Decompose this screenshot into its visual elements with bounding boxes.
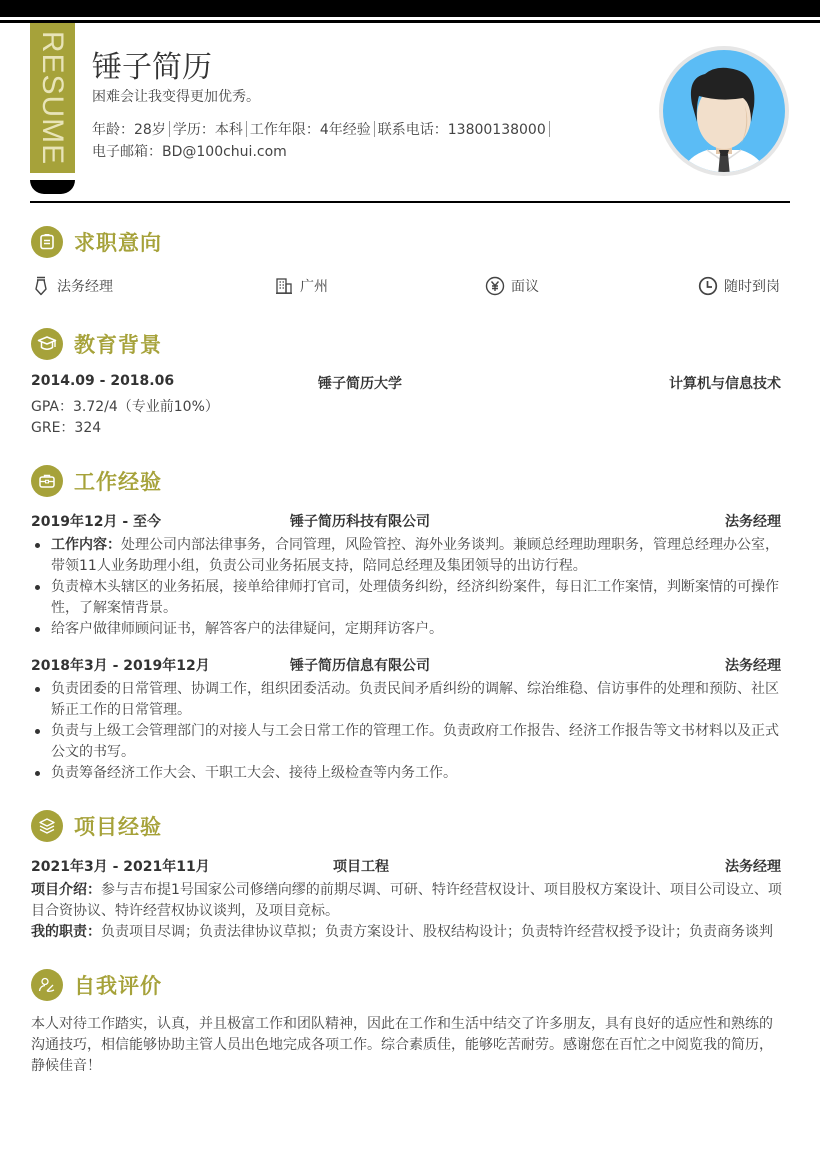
divider (374, 121, 375, 137)
section-title: 自我评价 (74, 974, 162, 998)
education-entry (31, 373, 781, 393)
info-age: 年龄：28岁 (92, 122, 166, 138)
list-item: 负责与上级工会管理部门的对接人与工会日常工作的管理工作。负责政府工作报告、经济工作报告等文书材料以及正式公文的书写。 (31, 721, 781, 763)
job-company: 锤子简历信息有限公司 (290, 658, 430, 674)
info-education: 学历：本科 (172, 122, 243, 138)
top-rule (0, 20, 820, 23)
job-period: 2019年12月 - 至今 (31, 514, 162, 530)
job-role: 法务经理 (725, 514, 781, 530)
section-title: 教育背景 (74, 333, 162, 357)
yen-icon (485, 276, 505, 296)
male-avatar-icon (659, 46, 789, 176)
section-project-header (31, 810, 162, 842)
info-email: 电子邮箱：BD@100chui.com (92, 144, 287, 160)
project-duties: 我的职责：负责项目尽调；负责法律协议草拟；负责方案设计、股权结构设计；负责特许经营权授予设计；负责商务谈判 (31, 924, 773, 940)
divider (169, 121, 170, 137)
intent-position: 法务经理 (31, 276, 113, 296)
job-role: 法务经理 (725, 658, 781, 674)
self-evaluation-text: 本人对待工作踏实，认真，并且极富工作和团队精神，因此在工作和生活中结交了许多朋友，具有良好的适应性和熟练的沟通技巧，相信能够协助主管人员出色地完成各项工作。综合素质佳，能够吃苦耐劳。感谢您在百忙之中阅览我的简历，静候佳音！ (31, 1016, 773, 1074)
info-years: 工作年限：4年经验 (249, 122, 371, 138)
edu-gre: GRE：324 (31, 420, 102, 436)
intent-availability: 随时到岗 (698, 276, 780, 296)
divider (549, 121, 550, 137)
list-item: 给客户做律师顾问证书，解答客户的法律疑问，定期拜访客户。 (31, 619, 781, 640)
layers-icon (38, 817, 56, 835)
user-edit-icon (38, 976, 56, 994)
section-title: 工作经验 (74, 470, 162, 494)
section-self-header (31, 969, 162, 1001)
section-title: 求职意向 (74, 231, 162, 255)
project-name: 项目工程 (333, 859, 389, 875)
edu-period: 2014.09 - 2018.06 (31, 373, 175, 389)
job-2-duties (31, 679, 781, 784)
project-period: 2021年3月 - 2021年11月 (31, 859, 210, 875)
edu-major: 计算机与信息技术 (669, 376, 781, 392)
list-item: 负责樟木头辖区的业务拓展，接单给律师打官司，处理债务纠纷，经济纠纷案件，每日汇工作案情，判断案情的可操作性，了解案情背景。 (31, 577, 781, 619)
project-entry (31, 856, 781, 876)
clipboard-icon (38, 233, 56, 251)
project-intro: 项目介绍：参与吉布提1号国家公司修缮向缪的前期尽调、可研、特许经营权设计、项目股权方案设计、项目公司设立、项目合资协议、特许经营权协议谈判，及项目竞标。 (31, 882, 782, 919)
divider (246, 121, 247, 137)
briefcase-icon (38, 473, 56, 489)
basic-info (92, 119, 553, 139)
intent-salary: 面议 (485, 276, 539, 296)
motto: 困难会让我变得更加优秀。 (92, 89, 260, 105)
header-rule (30, 201, 790, 203)
list-item: 负责团委的日常管理、协调工作，组织团委活动。负责民间矛盾纠纷的调解、综治维稳、信访事件的处理和预防、社区矫正工作的日常管理。 (31, 679, 781, 721)
intent-city: 广州 (274, 276, 328, 296)
section-intent-header (31, 226, 162, 258)
job-1-duties (31, 535, 781, 640)
edu-school: 锤子简历大学 (318, 376, 402, 392)
job-entry-1 (31, 511, 781, 531)
info-phone: 联系电话：13800138000 (377, 122, 546, 138)
avatar (659, 46, 789, 176)
job-intent-row (31, 276, 781, 296)
job-entry-2 (31, 655, 781, 675)
section-education-header (31, 328, 162, 360)
graduation-cap-icon (37, 335, 57, 353)
candidate-name: 锤子简历 (92, 50, 212, 85)
job-period: 2018年3月 - 2019年12月 (31, 658, 210, 674)
building-icon (275, 277, 293, 295)
section-work-header (31, 465, 162, 497)
edu-gpa: GPA：3.72/4（专业前10%） (31, 399, 219, 415)
section-title: 项目经验 (74, 815, 162, 839)
resume-tab-cap (30, 180, 75, 194)
resume-tab-label: RESUME (36, 30, 70, 166)
list-item: 工作内容：处理公司内部法律事务，合同管理，风险管控、海外业务谈判。兼顾总经理助理职务，管理总经理办公室，带领11人业务助理小组，负责公司业务拓展支持，陪同总经理及集团领导的出访行程。 (31, 535, 781, 577)
list-item: 负责筹备经济工作大会、干职工大会、接待上级检查等内务工作。 (31, 763, 781, 784)
tie-icon (34, 276, 48, 296)
clock-icon (698, 276, 718, 296)
top-black-bar (0, 0, 820, 17)
job-company: 锤子简历科技有限公司 (290, 514, 430, 530)
project-role: 法务经理 (725, 859, 781, 875)
